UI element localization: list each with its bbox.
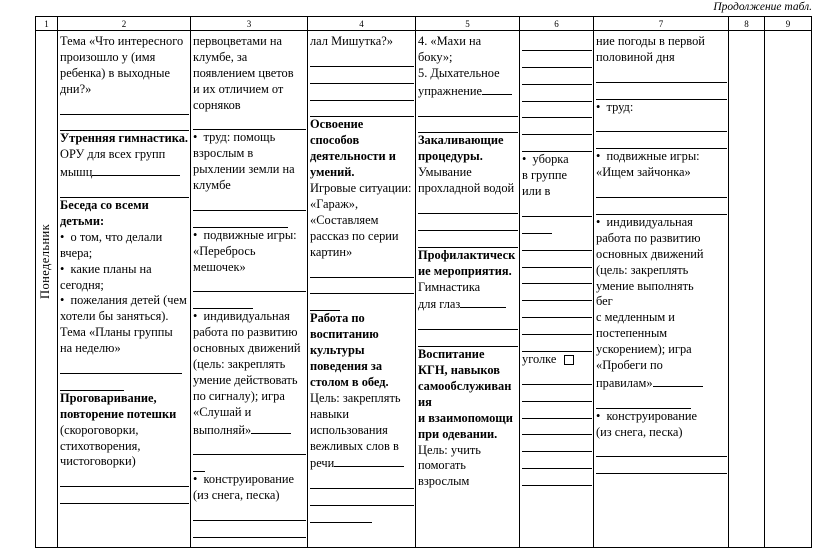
blank-line bbox=[522, 469, 592, 486]
checkbox-icon bbox=[564, 355, 574, 365]
blank-line bbox=[418, 330, 518, 347]
text-line: (цель: закреплять bbox=[193, 357, 286, 372]
blank-line bbox=[522, 251, 592, 268]
bullet-item: • о том, что делали bbox=[60, 230, 189, 246]
header-cell: 6 bbox=[520, 17, 594, 31]
text-line: использования bbox=[310, 422, 388, 437]
text-line: для глаз bbox=[418, 295, 518, 313]
text-line: «Перебрось bbox=[193, 243, 256, 258]
text-line: первоцветами на bbox=[193, 34, 282, 48]
text-line: и их отличием от bbox=[193, 81, 284, 96]
blank-line bbox=[596, 83, 727, 100]
blank-line bbox=[522, 435, 592, 452]
text-line: рыхлении земли на bbox=[193, 162, 295, 177]
text-line: бег bbox=[596, 294, 613, 309]
text-line: правилам» bbox=[596, 374, 727, 392]
section-title: Закаливающие bbox=[418, 133, 504, 148]
blank-line bbox=[193, 276, 306, 293]
text-line: упражнение bbox=[418, 82, 518, 100]
blank-line bbox=[193, 211, 288, 228]
header-cell: 7 bbox=[594, 17, 729, 31]
blank-line bbox=[596, 66, 727, 83]
col7-cell bbox=[594, 31, 729, 548]
blank-line bbox=[522, 452, 592, 469]
text-line: Цель: учить bbox=[418, 442, 481, 457]
section-title: Освоение bbox=[310, 117, 364, 132]
col3-cell bbox=[191, 31, 308, 548]
section-title: Воспитание bbox=[418, 347, 485, 362]
blank-line bbox=[522, 68, 592, 85]
blank-line bbox=[193, 292, 253, 309]
text-line: произошло у (имя bbox=[60, 49, 156, 64]
blank-line bbox=[193, 114, 306, 131]
bullet-item: • труд: помощь bbox=[193, 130, 306, 146]
text-line: речи bbox=[310, 454, 414, 472]
blank-line bbox=[310, 472, 414, 489]
section-title: способов bbox=[310, 133, 360, 148]
text-line: умение действовать bbox=[193, 372, 298, 387]
col6-cell bbox=[520, 31, 594, 548]
section-title: ия bbox=[418, 394, 432, 409]
blank-line bbox=[418, 214, 518, 231]
section-title: Беседа со всеми bbox=[60, 198, 149, 213]
blank-line bbox=[596, 132, 727, 149]
text-line: выполняй» bbox=[193, 421, 306, 439]
blank-line bbox=[60, 487, 189, 504]
section-title: самообслуживан bbox=[418, 378, 512, 393]
blank-line bbox=[418, 197, 518, 214]
blank-line bbox=[193, 455, 205, 472]
text-line: «Ищем зайчонка» bbox=[596, 165, 691, 180]
blank-line bbox=[522, 268, 592, 285]
text-line: половиной дня bbox=[596, 49, 675, 64]
text-line: появлением цветов bbox=[193, 65, 294, 80]
text-line: чистоговорки) bbox=[60, 454, 136, 469]
blank-line bbox=[60, 470, 189, 487]
blank-line bbox=[522, 34, 592, 51]
text-line: 4. «Махи на bbox=[418, 34, 482, 48]
plan-table bbox=[35, 16, 812, 548]
text-line: взрослым bbox=[418, 474, 470, 489]
blank-line bbox=[522, 335, 592, 352]
text-line: по сигналу); игра bbox=[193, 388, 285, 403]
blank-line bbox=[60, 374, 124, 391]
section-title: Утренняя гимнастика. bbox=[60, 131, 189, 146]
text-line: ОРУ для всех групп bbox=[60, 147, 166, 162]
blank-line bbox=[596, 181, 727, 198]
blank-line bbox=[596, 441, 727, 458]
text-line: Игровые ситуации: bbox=[310, 181, 412, 196]
col9-cell bbox=[765, 31, 812, 548]
bullet-item: • подвижные игры: bbox=[596, 149, 727, 165]
blank-line bbox=[522, 135, 592, 152]
blank-line bbox=[522, 200, 592, 217]
text-line: мешочек» bbox=[193, 259, 246, 274]
blank-line bbox=[522, 419, 592, 436]
text-line: основных движений bbox=[193, 341, 301, 356]
blank-line bbox=[60, 98, 189, 115]
blank-line bbox=[310, 278, 414, 295]
blank-line bbox=[522, 102, 592, 119]
blank-line bbox=[522, 284, 592, 301]
section-title: повторение потешки bbox=[60, 406, 177, 421]
monday-row bbox=[36, 31, 812, 548]
bullet-item: • пожелания детей (чем bbox=[60, 293, 189, 309]
text-line: «Гараж», bbox=[310, 197, 359, 211]
blank-line bbox=[310, 101, 414, 118]
blank-line bbox=[418, 313, 518, 330]
text-line: или в bbox=[522, 184, 551, 199]
section-title: деятельности и bbox=[310, 149, 396, 164]
continuation-caption: Продолжение табл. bbox=[713, 1, 812, 13]
col5-cell bbox=[416, 31, 520, 548]
col8-cell bbox=[729, 31, 765, 548]
section-title: процедуры. bbox=[418, 149, 483, 164]
section-title: поведения за bbox=[310, 359, 383, 374]
text-line: умение выполнять bbox=[596, 278, 694, 293]
header-cell: 1 bbox=[36, 17, 58, 31]
text-line: с медленным и bbox=[596, 310, 675, 325]
section-title: КГН, навыков bbox=[418, 363, 500, 378]
blank-line bbox=[522, 368, 592, 385]
section-title: воспитанию bbox=[310, 327, 379, 342]
text-line: (скороговорки, bbox=[60, 422, 139, 437]
blank-line bbox=[310, 261, 414, 278]
blank-line bbox=[310, 506, 372, 523]
blank-line bbox=[418, 231, 518, 248]
section-title: культуры bbox=[310, 343, 365, 358]
text-line: навыки bbox=[310, 406, 349, 421]
text-line: мышц bbox=[60, 163, 189, 181]
blank-line bbox=[60, 181, 189, 198]
section-title: Проговаривание, bbox=[60, 390, 157, 405]
bullet-item: • конструирование bbox=[193, 472, 306, 488]
blank-line bbox=[418, 100, 518, 117]
header-cell: 9 bbox=[765, 17, 812, 31]
text-line: ние погоды в первой bbox=[596, 34, 705, 48]
blank-line bbox=[193, 194, 306, 211]
blank-line bbox=[522, 234, 592, 251]
text-line: помогать bbox=[418, 458, 466, 473]
text-line: клумбе bbox=[193, 178, 231, 193]
text-line: работа по развитию bbox=[193, 325, 298, 340]
section-title: столом в обед. bbox=[310, 374, 389, 389]
text-line: ускорением); игра bbox=[596, 342, 692, 357]
text-line: взрослым в bbox=[193, 146, 254, 161]
text-line: боку»; bbox=[418, 49, 453, 64]
bullet-item: • труд: bbox=[596, 100, 727, 116]
text-line: «Пробеги по bbox=[596, 358, 663, 373]
text-line: Умывание bbox=[418, 165, 472, 180]
col4-cell bbox=[308, 31, 416, 548]
blank-line bbox=[522, 385, 592, 402]
blank-line bbox=[310, 294, 340, 311]
text-line: «Составляем bbox=[310, 212, 379, 227]
header-cell: 2 bbox=[58, 17, 191, 31]
text-line: стихотворения, bbox=[60, 438, 141, 453]
blank-line bbox=[522, 301, 592, 318]
blank-line bbox=[596, 392, 691, 409]
blank-line bbox=[522, 118, 592, 135]
blank-line bbox=[596, 116, 727, 133]
text-line: вежливых слов в bbox=[310, 438, 399, 453]
text-line: Тема «Планы группы bbox=[60, 325, 173, 340]
text-line: дни?» bbox=[60, 81, 92, 96]
text-line: Тема «Что интересного bbox=[60, 34, 184, 48]
bullet-item: • какие планы на bbox=[60, 262, 189, 278]
text-line: клумбе, за bbox=[193, 49, 248, 64]
blank-line bbox=[310, 67, 414, 84]
blank-line bbox=[418, 117, 518, 134]
text-line: 5. Дыхательное bbox=[418, 65, 500, 80]
blank-line bbox=[522, 51, 592, 68]
blank-line bbox=[310, 50, 414, 67]
text-line: прохладной водой bbox=[418, 181, 515, 196]
text-line: постепенным bbox=[596, 326, 668, 341]
text-line: (из снега, песка) bbox=[596, 424, 683, 439]
text-line: Гимнастика bbox=[418, 279, 481, 294]
text-line: «Слушай и bbox=[193, 404, 252, 419]
blank-line bbox=[596, 198, 727, 215]
header-row bbox=[36, 17, 812, 31]
day-label: Понедельник bbox=[38, 223, 53, 299]
blank-line bbox=[310, 84, 414, 101]
bullet-item: • индивидуальная bbox=[596, 215, 727, 231]
text-line: работа по развитию bbox=[596, 230, 701, 245]
day-cell bbox=[36, 31, 58, 548]
text-line: вчера; bbox=[60, 245, 93, 260]
section-title: Профилактическ bbox=[418, 247, 516, 262]
bullet-item: • конструирование bbox=[596, 409, 727, 425]
blank-line bbox=[60, 115, 189, 132]
header-cell: 4 bbox=[308, 17, 416, 31]
text-line: ребенка) в выходные bbox=[60, 65, 170, 80]
col2-cell bbox=[58, 31, 191, 548]
text-line: сегодня; bbox=[60, 277, 104, 292]
section-title: Работа по bbox=[310, 311, 365, 326]
bullet-item: • уборка bbox=[522, 152, 592, 168]
header-cell: 3 bbox=[191, 17, 308, 31]
text-line: рассказ по серии bbox=[310, 228, 399, 243]
blank-line bbox=[522, 318, 592, 335]
blank-line bbox=[596, 457, 727, 474]
header-cell: 8 bbox=[729, 17, 765, 31]
text-line: на неделю» bbox=[60, 341, 121, 356]
text-line: картин» bbox=[310, 244, 353, 259]
text-line: уголке bbox=[522, 352, 592, 368]
blank-line bbox=[522, 402, 592, 419]
section-title: и взаимопомощи bbox=[418, 410, 513, 425]
header-cell: 5 bbox=[416, 17, 520, 31]
section-title: ие мероприятия. bbox=[418, 263, 512, 278]
blank-line bbox=[60, 357, 182, 374]
text-line: основных движений bbox=[596, 246, 704, 261]
blank-line bbox=[522, 217, 552, 234]
text-line: (из снега, песка) bbox=[193, 488, 280, 503]
blank-line bbox=[193, 504, 306, 521]
section-title: при одевании. bbox=[418, 426, 498, 441]
text-line: Цель: закреплять bbox=[310, 390, 401, 405]
section-title: умений. bbox=[310, 165, 355, 180]
blank-line bbox=[522, 85, 592, 102]
bullet-item: • индивидуальная bbox=[193, 309, 306, 325]
text-line: хотели бы заняться). bbox=[60, 309, 169, 324]
bullet-item: • подвижные игры: bbox=[193, 228, 306, 244]
blank-line bbox=[310, 489, 414, 506]
blank-line bbox=[193, 521, 306, 538]
text-line: лал Мишутка?» bbox=[310, 34, 393, 48]
section-title: детьми: bbox=[60, 213, 105, 228]
blank-line bbox=[193, 439, 306, 456]
text-line: сорняков bbox=[193, 97, 241, 112]
text-line: в группе bbox=[522, 168, 568, 183]
text-line: (цель: закреплять bbox=[596, 262, 689, 277]
